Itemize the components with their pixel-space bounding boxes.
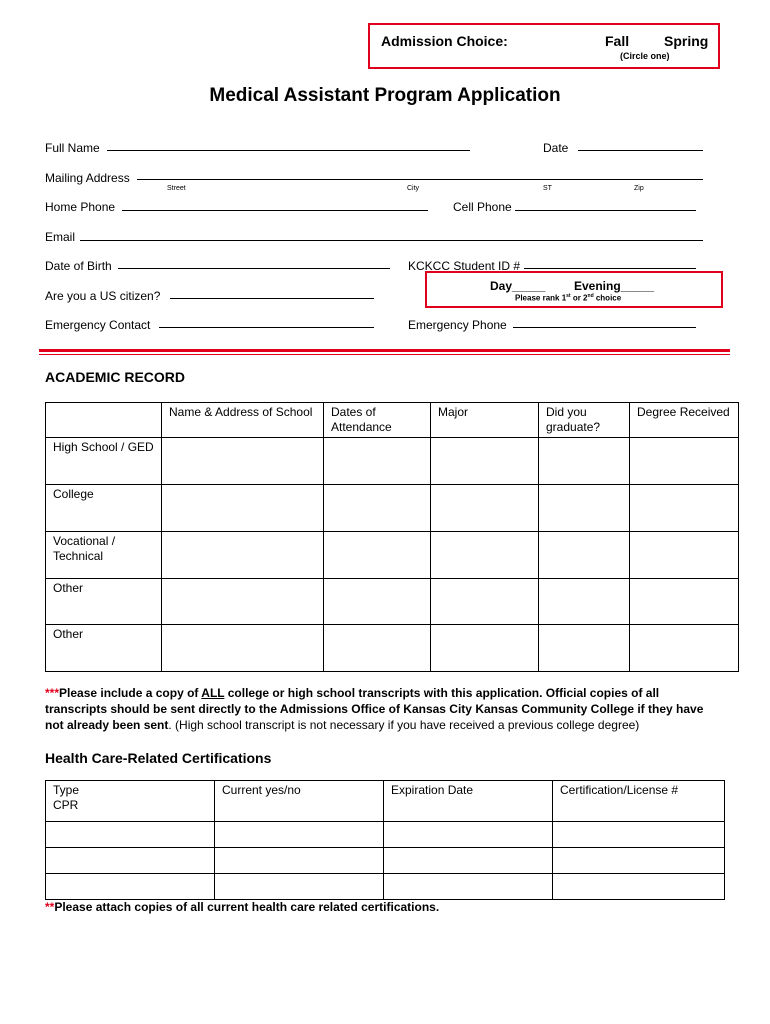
notice-stars: *** <box>45 686 60 700</box>
cell-phone-label: Cell Phone <box>453 200 512 214</box>
table-cell[interactable] <box>630 579 739 625</box>
cert-row-cpr: CPR <box>53 798 79 812</box>
student-id-label: KCKCC Student ID # <box>408 259 521 273</box>
home-phone-field[interactable] <box>122 210 428 211</box>
email-field[interactable] <box>80 240 703 241</box>
street-label: Street <box>167 185 186 192</box>
notice-part1: Please include a copy of <box>59 686 202 700</box>
table-cell[interactable] <box>431 532 539 579</box>
mailing-address-field[interactable] <box>137 179 703 180</box>
academic-row-label: High School / GED <box>46 438 162 485</box>
academic-record-heading: ACADEMIC RECORD <box>45 369 185 385</box>
table-cell[interactable] <box>324 438 431 485</box>
us-citizen-label: Are you a US citizen? <box>45 289 161 303</box>
admission-choice-box <box>368 23 720 69</box>
us-citizen-field[interactable] <box>170 298 374 299</box>
table-cell[interactable] <box>539 532 630 579</box>
academic-row-label: Other <box>46 625 162 672</box>
email-label: Email <box>45 230 76 244</box>
certifications-note <box>45 900 439 914</box>
emergency-phone-label: Emergency Phone <box>408 318 507 332</box>
zip-label: Zip <box>634 185 644 192</box>
rank-note: Please rank 1st or 2nd choice <box>515 293 622 303</box>
cert-header-type: Type CPR <box>46 781 215 822</box>
circle-one-note: (Circle one) <box>620 51 670 61</box>
mailing-address-label: Mailing Address <box>45 171 130 185</box>
cert-note-text: Please attach copies of all current health care related certifications. <box>54 900 440 914</box>
table-cell[interactable] <box>431 438 539 485</box>
table-cell[interactable] <box>162 485 324 532</box>
emergency-contact-field[interactable] <box>159 327 374 328</box>
cell-phone-field[interactable] <box>515 210 696 211</box>
section-divider <box>39 349 730 352</box>
student-id-field[interactable] <box>524 268 696 269</box>
full-name-label: Full Name <box>45 141 100 155</box>
table-cell[interactable] <box>539 579 630 625</box>
schedule-choice-box <box>425 271 723 308</box>
dob-field[interactable] <box>118 268 390 269</box>
academic-row-label: Other <box>46 579 162 625</box>
full-name-field[interactable] <box>107 150 470 151</box>
table-cell[interactable] <box>539 625 630 672</box>
table-cell[interactable] <box>630 532 739 579</box>
page-title: Medical Assistant Program Application <box>209 85 561 106</box>
table-cell[interactable] <box>539 438 630 485</box>
cert-header-license: Certification/License # <box>553 781 725 822</box>
academic-header-blank <box>46 403 162 438</box>
academic-header-major: Major <box>431 403 539 438</box>
table-cell[interactable] <box>431 485 539 532</box>
academic-row-label: Vocational / Technical <box>46 532 162 579</box>
certifications-table <box>45 780 725 900</box>
table-cell[interactable] <box>215 874 384 900</box>
table-cell[interactable] <box>215 822 384 848</box>
table-cell[interactable] <box>215 848 384 874</box>
table-cell[interactable] <box>324 532 431 579</box>
section-divider-thin <box>39 354 730 355</box>
cert-header-expiration: Expiration Date <box>384 781 553 822</box>
table-cell[interactable] <box>162 438 324 485</box>
transcript-notice <box>45 685 715 733</box>
spring-option[interactable]: Spring <box>664 33 709 49</box>
table-cell[interactable] <box>162 532 324 579</box>
date-label: Date <box>543 141 569 155</box>
academic-header-school: Name & Address of School <box>162 403 324 438</box>
table-cell[interactable] <box>46 874 215 900</box>
academic-header-degree: Degree Received <box>630 403 739 438</box>
academic-header-graduate: Did you graduate? <box>539 403 630 438</box>
table-cell[interactable] <box>431 625 539 672</box>
table-cell[interactable] <box>162 579 324 625</box>
table-cell[interactable] <box>630 438 739 485</box>
table-cell[interactable] <box>553 848 725 874</box>
emergency-contact-label: Emergency Contact <box>45 318 151 332</box>
table-cell[interactable] <box>324 485 431 532</box>
table-cell[interactable] <box>539 485 630 532</box>
table-cell[interactable] <box>431 579 539 625</box>
table-cell[interactable] <box>384 848 553 874</box>
table-cell[interactable] <box>162 625 324 672</box>
notice-part2: college or high school transcripts with this application. Official copies of all transcripts should be sent directly to the Admissions Office of Kansas City Kansas Community College if they have not already been sent <box>45 686 704 732</box>
emergency-phone-field[interactable] <box>513 327 696 328</box>
table-cell[interactable] <box>46 822 215 848</box>
evening-option[interactable]: Evening_____ <box>574 279 655 293</box>
table-cell[interactable] <box>324 579 431 625</box>
table-cell[interactable] <box>630 485 739 532</box>
academic-header-dates: Dates of Attendance <box>324 403 431 438</box>
notice-all: ALL <box>201 686 225 700</box>
state-label: ST <box>543 185 552 192</box>
dob-label: Date of Birth <box>45 259 112 273</box>
academic-record-table <box>45 402 739 672</box>
table-cell[interactable] <box>384 822 553 848</box>
day-option[interactable]: Day_____ <box>490 279 546 293</box>
fall-option[interactable]: Fall <box>605 33 630 49</box>
academic-row-label: College <box>46 485 162 532</box>
table-cell[interactable] <box>324 625 431 672</box>
cert-header-current: Current yes/no <box>215 781 384 822</box>
city-label: City <box>407 185 420 192</box>
certifications-heading: Health Care-Related Certifications <box>45 750 272 766</box>
home-phone-label: Home Phone <box>45 200 116 214</box>
cert-note-stars: ** <box>45 900 55 914</box>
notice-part3: . (High school transcript is not necessary if you have received a previous college degree) <box>168 718 640 732</box>
table-cell[interactable] <box>553 874 725 900</box>
table-cell[interactable] <box>553 822 725 848</box>
admission-choice-label: Admission Choice: <box>381 33 508 49</box>
date-field[interactable] <box>578 150 703 151</box>
table-cell[interactable] <box>46 848 215 874</box>
table-cell[interactable] <box>630 625 739 672</box>
table-cell[interactable] <box>384 874 553 900</box>
